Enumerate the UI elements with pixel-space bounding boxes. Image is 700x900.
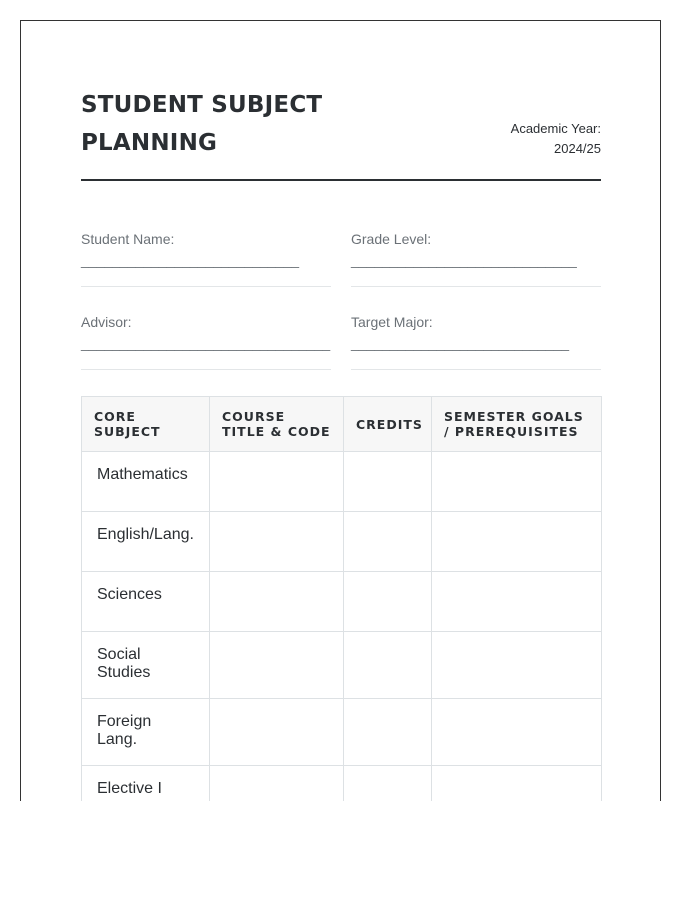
- goals-cell[interactable]: [432, 452, 602, 512]
- credits-cell[interactable]: [344, 699, 432, 766]
- header-semester-goals: SEMESTER GOALS / PREREQUISITES: [432, 397, 602, 452]
- header-course-title: COURSE TITLE & CODE: [210, 397, 344, 452]
- student-name-blank[interactable]: ____________________________: [81, 252, 300, 268]
- credits-cell[interactable]: [344, 632, 432, 699]
- academic-year-value: 2024/25: [554, 141, 601, 156]
- subject-planning-table: [81, 396, 602, 801]
- goals-cell[interactable]: [432, 632, 602, 699]
- subject-cell: Elective I: [82, 766, 210, 802]
- credits-cell[interactable]: [344, 452, 432, 512]
- header-credits: CREDITS: [344, 397, 432, 452]
- advisor-field[interactable]: [81, 314, 331, 370]
- subject-cell: English/Lang.: [82, 512, 210, 572]
- course-cell[interactable]: [210, 632, 344, 699]
- student-name-field[interactable]: [81, 231, 331, 287]
- table-row: [82, 512, 602, 572]
- goals-cell[interactable]: [432, 572, 602, 632]
- credits-cell[interactable]: [344, 512, 432, 572]
- table-row: [82, 632, 602, 699]
- subject-cell: Mathematics: [82, 452, 210, 512]
- table-row: [82, 766, 602, 802]
- course-cell[interactable]: [210, 512, 344, 572]
- target-major-field[interactable]: [351, 314, 601, 370]
- goals-cell[interactable]: [432, 699, 602, 766]
- academic-year: [511, 119, 601, 159]
- subject-cell: Social Studies: [82, 632, 210, 699]
- goals-cell[interactable]: [432, 512, 602, 572]
- credits-cell[interactable]: [344, 572, 432, 632]
- student-name-label: Student Name:: [81, 231, 175, 247]
- document-header: [81, 81, 601, 181]
- course-cell[interactable]: [210, 766, 344, 802]
- subject-cell: Foreign Lang.: [82, 699, 210, 766]
- advisor-label: Advisor:: [81, 314, 132, 330]
- academic-year-label: Academic Year:: [510, 121, 601, 136]
- table-header-row: [82, 397, 602, 452]
- goals-cell[interactable]: [432, 766, 602, 802]
- table-row: [82, 452, 602, 512]
- target-major-blank[interactable]: ____________________________: [351, 335, 570, 351]
- subject-cell: Sciences: [82, 572, 210, 632]
- grade-level-blank[interactable]: _____________________________: [351, 252, 577, 268]
- advisor-blank[interactable]: ________________________________: [81, 335, 331, 351]
- course-cell[interactable]: [210, 572, 344, 632]
- credits-cell[interactable]: [344, 766, 432, 802]
- header-core-subject: CORE SUBJECT: [82, 397, 210, 452]
- grade-level-label: Grade Level:: [351, 231, 432, 247]
- table-row: [82, 699, 602, 766]
- planning-sheet: [20, 20, 661, 801]
- course-cell[interactable]: [210, 699, 344, 766]
- course-cell[interactable]: [210, 452, 344, 512]
- page-title: STUDENT SUBJECT PLANNING: [81, 92, 323, 156]
- table-row: [82, 572, 602, 632]
- target-major-label: Target Major:: [351, 314, 433, 330]
- grade-level-field[interactable]: [351, 231, 601, 287]
